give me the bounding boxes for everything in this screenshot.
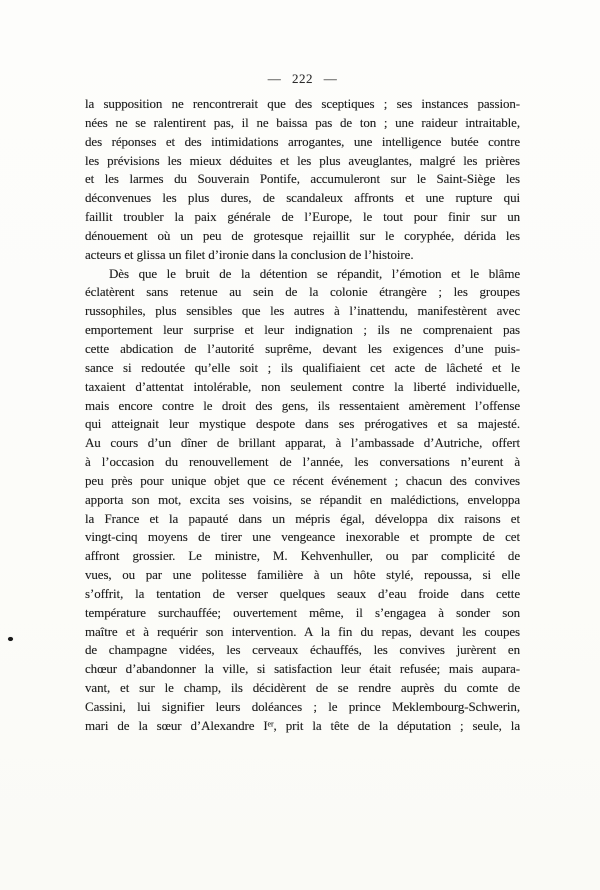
text-line: Dès que le bruit de la détention se répandit, l’émotion et le blâme — [109, 265, 520, 281]
text-line: chœur d’abandonner la ville, si satisfaction leur était refusée; mais aupara- — [85, 661, 520, 677]
text-line: vues, ou par une politesse familière à un hôte stylé, repoussa, si elle — [85, 567, 520, 583]
text-line: qui atteignait leur mystique despote dans ses prérogatives et sa majesté. — [85, 416, 520, 432]
text-line: emportement leur surprise et leur indignation ; ils ne comprenaient pas — [85, 322, 520, 338]
page-number: — 222 — — [267, 71, 338, 86]
text-line: peu près pour unique objet que ce récent événement ; chacun des convives — [85, 472, 520, 488]
text-line: s’offrit, la tentation de verser quelques seaux d’eau froide dans cette — [85, 585, 520, 601]
text-line: faillit troubler la paix générale de l’Europe, le tout pour finir sur un — [85, 209, 520, 225]
text-line: maître et à requérir son intervention. A la fin du repas, devant les coupes — [85, 623, 520, 639]
text-line: taxaient d’attentat intolérable, non seulement contre la liberté individuelle, — [85, 378, 520, 394]
text-line: la supposition ne rencontrerait que des sceptiques ; ses instances passion- — [85, 96, 520, 111]
text-line: affront grossier. Le ministre, M. Kehvenhuller, ou par complicité de — [85, 548, 520, 564]
text-line: Cassini, lui signifier leurs doléances ; le prince Meklembourg-Schwerin, — [85, 699, 520, 714]
text-line: cette abdication de l’autorité suprême, devant les exigences d’une puis- — [85, 340, 520, 356]
ink-speck — [8, 637, 13, 641]
text-line: de champagne vidées, les cerveaux échauffés, les convives jurèrent en — [85, 642, 520, 658]
text-line: vant, et sur le champ, ils décidèrent de se rendre auprès du comte de — [85, 680, 520, 696]
text-line: et les larmes du Souverain Pontife, accumuleront sur le Saint-Siège les — [85, 171, 520, 187]
text-line: mari de la sœur d’Alexandre Iᵉʳ, prit la tête de la députation ; seule, la — [85, 717, 520, 733]
text-line: la France et la papauté dans un mépris égal, développa dix raisons et — [85, 510, 520, 526]
text-line: Au cours d’un dîner de brillant apparat, à l’ambassade d’Autriche, offert — [85, 435, 520, 451]
text-line: des réponses et des intimidations arrogantes, une intelligence butée contre — [85, 133, 520, 149]
text-block — [85, 95, 520, 736]
paragraph — [85, 95, 520, 265]
text-line: température surchauffée; ouvertement même, il s’engagea à sonder son — [85, 604, 520, 620]
paragraph — [85, 265, 520, 736]
text-line: déconvenues les plus dures, de scandaleux affronts et une rupture qui — [85, 190, 520, 206]
text-line: acteurs et glissa un filet d’ironie dans la conclusion de l’histoire. — [85, 246, 414, 262]
text-line: dénouement où un peu de grotesque rejaillit sur le coryphée, dérida les — [85, 227, 520, 243]
text-line: mais encore contre le droit des gens, ils ressentaient amèrement l’offense — [85, 397, 520, 413]
text-line: russophiles, plus sensibles que les autres à l’inattendu, manifestèrent avec — [85, 303, 520, 319]
text-line: sance si redoutée qu’elle soit ; ils qualifiaient cet acte de lâcheté et le — [85, 359, 520, 375]
text-line: vingt-cinq moyens de tirer une vengeance inexorable et prompte de cet — [85, 529, 520, 545]
text-line: apporta son mot, excita ses voisins, se répandit en malédictions, enveloppa — [85, 491, 520, 507]
text-line: les prévisions les mieux déduites et les plus aveuglantes, malgré les prières — [85, 152, 520, 168]
text-line: à l’occasion du renouvellement de l’année, les conversations n’eurent à — [85, 454, 520, 470]
text-line: éclatèrent sans retenue au sein de la colonie étrangère ; les groupes — [85, 284, 520, 300]
text-line: nées ne se ralentirent pas, il ne baissa pas de ton ; une raideur intraitable, — [85, 114, 520, 130]
